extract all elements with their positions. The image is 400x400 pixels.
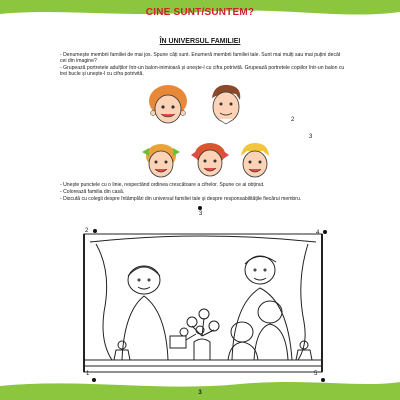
number-two-label: 2 bbox=[291, 117, 295, 123]
dot-point-3 bbox=[198, 206, 202, 210]
section-subtitle: ÎN UNIVERSUL FAMILIEI bbox=[159, 38, 241, 45]
bottom-wave-decoration bbox=[0, 378, 400, 400]
adult-father-portrait bbox=[206, 82, 246, 126]
instruction-paragraph-1: - Denumește membrii familiei de mai jos. Spune câți sunt. Enumeră membrii familiei tale. Sunt mai mulți sau mai puțini decât cei din imagine? bbox=[60, 52, 341, 65]
child-girl-pigtails-portrait bbox=[188, 139, 232, 181]
page-title: CINE SUNT/SUNTEM? bbox=[145, 7, 255, 18]
instruction-paragraph-2: - Grupează portretele adulților într-un balon-inimioară și unește-l cu cifra potrivită. Grupează portretele copiilor într-un balon cu trei bucle și unește-l cu cifra potrivită. bbox=[60, 65, 345, 78]
adult-mother-portrait bbox=[146, 83, 190, 127]
instruction-paragraph-5: - Discută cu colegii despre întâmplări din universul familiei tale și despre responsabilitățile fiecărui membru. bbox=[60, 196, 302, 202]
family-in-house-coloring-illustration bbox=[82, 232, 324, 374]
page-number: 3 bbox=[198, 390, 202, 396]
child-girl-bows-portrait bbox=[140, 140, 182, 182]
dot-label-4: 4 bbox=[316, 230, 320, 236]
number-three-label: 3 bbox=[309, 134, 313, 140]
instruction-paragraph-4: - Colorează familia din casă. bbox=[60, 189, 125, 195]
dot-label-5: 5 bbox=[314, 371, 318, 377]
instruction-paragraph-3: - Unește punctele cu o linie, respectând ordinea crescătoare a cifrelor. Spune ce ai obținut. bbox=[60, 182, 265, 188]
child-boy-portrait bbox=[235, 140, 275, 182]
dot-label-1: 1 bbox=[86, 371, 90, 377]
dot-label-2: 2 bbox=[85, 228, 89, 234]
dot-label-3: 3 bbox=[199, 211, 203, 217]
